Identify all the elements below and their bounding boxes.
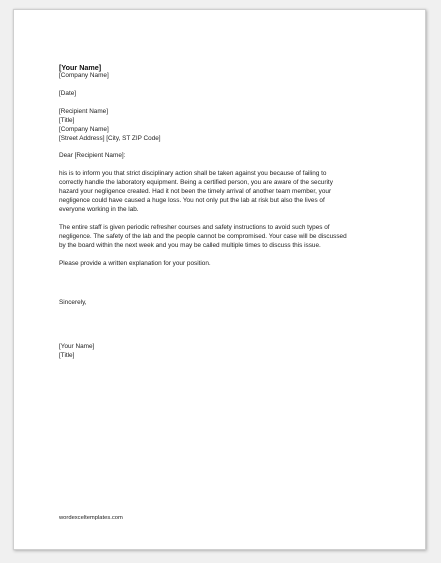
signature-title: [Title]	[59, 352, 75, 360]
letter-date: [Date]	[59, 89, 77, 97]
paragraph-2	[59, 224, 389, 251]
footer-website: wordexceltemplates.com	[59, 515, 123, 521]
closing: Sincerely,	[59, 298, 87, 306]
letter-body	[59, 63, 389, 361]
letter-page	[13, 9, 426, 550]
signature-name: [Your Name]	[59, 343, 95, 351]
paragraph-1	[59, 170, 389, 215]
paragraph-line: negligence could have caused a huge loss. You not only put the lab at risk but also the lives of	[59, 197, 325, 205]
salutation: Dear [Recipient Name]:	[59, 152, 126, 160]
paragraph-line: hazard your negligence created. Had it not been the timely arrival of another team member, your	[59, 188, 332, 196]
recipient-title: [Title]	[59, 116, 75, 124]
paragraph-line: by the board within the next week and you may be called multiple times to discuss this issue.	[59, 241, 321, 249]
recipient-name: [Recipient Name]	[59, 107, 109, 115]
paragraph-line: everyone working in the lab.	[59, 205, 139, 213]
recipient-address: [Street Address] [City, ST ZIP Code]	[59, 134, 161, 142]
recipient-company: [Company Name]	[59, 125, 109, 133]
paragraph-line: The entire staff is given periodic refresher courses and safety instructions to avoid such types of	[59, 223, 330, 231]
paragraph-line: correctly handle the laboratory equipment. Being a certified person, you are aware of the security	[59, 179, 333, 187]
sender-company: [Company Name]	[59, 72, 109, 79]
paragraph-3: Please provide a written explanation for your position.	[59, 259, 211, 267]
paragraph-line: his is to inform you that strict disciplinary action shall be taken against you because of failing to	[59, 170, 327, 178]
paragraph-line: negligence. The safety of the lab and the people cannot be compromised. Your case will be discussed	[59, 232, 347, 240]
sender-name: [Your Name]	[59, 63, 102, 72]
